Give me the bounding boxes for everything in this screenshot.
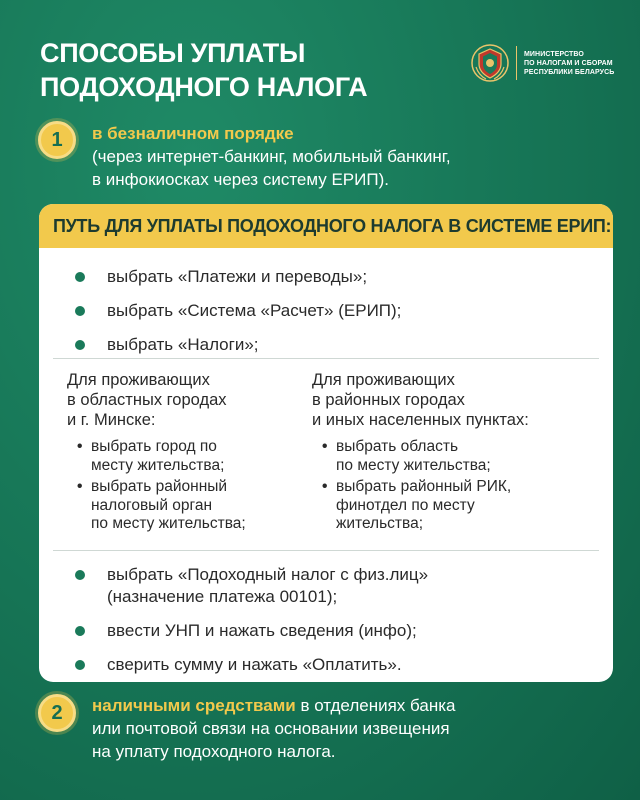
method-2-line-1 [92,694,552,717]
title-line-2: ПОДОХОДНОГО НАЛОГА [40,72,368,102]
method-1-block [92,122,562,191]
right-column [312,370,582,537]
item-text [91,478,246,534]
logo-text [524,50,614,77]
logo-line-2: ПО НАЛОГАМ И СБОРАМ [524,59,613,67]
divider [53,358,599,359]
divider [53,550,599,551]
list-item [75,564,428,608]
bullet-dot-icon [75,306,85,316]
ministry-emblem-icon [470,43,510,83]
step-text [107,564,428,608]
text-line: (назначение платежа 00101); [107,587,338,606]
method-1-line-2: в инфокиосках через систему ЕРИП). [92,170,389,189]
left-column-list [67,438,312,534]
ministry-logo [470,38,620,88]
method-2-line-1-rest: в отделениях банка [295,696,456,715]
text-line: финотдел по месту [336,496,475,514]
residence-columns [67,370,597,537]
heading-line: в областных городах [67,391,227,409]
bullet-dot-icon [75,626,85,636]
item-text [91,438,224,475]
method-2-number-badge: 2 [38,694,76,732]
list-item [75,300,401,322]
bullet-icon: • [77,438,83,455]
method-2-block [92,694,552,763]
text-line: жительства; [336,515,424,532]
text-line: по месту жительства; [91,515,246,532]
logo-divider [516,46,517,80]
list-item [322,438,582,475]
method-1-heading: в безналичном порядке [92,124,294,143]
text-line: выбрать районный РИК, [336,478,512,495]
right-column-heading [312,370,582,430]
logo-line-1: МИНИСТЕРСТВО [524,50,584,58]
logo-line-3: РЕСПУБЛИКИ БЕЛАРУСЬ [524,68,615,76]
item-text [336,478,511,534]
step-text: выбрать «Налоги»; [107,335,259,354]
erip-instructions-card [39,204,613,682]
list-item [75,334,401,356]
heading-line: Для проживающих [312,371,455,389]
heading-line: и г. Минске: [67,411,156,429]
step-text: ввести УНП и нажать сведения (инфо); [107,621,417,640]
bullet-dot-icon [75,570,85,580]
method-2-highlight: наличными средствами [92,696,296,715]
method-1-line-1: (через интернет-банкинг, мобильный банкинг, [92,147,451,166]
left-column [67,370,312,537]
page-title [40,36,400,104]
text-line: налоговый орган [91,496,213,514]
heading-line: в районных городах [312,391,465,409]
bullet-dot-icon [75,272,85,282]
item-text [336,438,491,475]
bottom-steps-list [75,564,428,682]
heading-line: Для проживающих [67,371,210,389]
text-line: выбрать районный [91,478,228,495]
list-item [75,654,428,676]
heading-line: и иных населенных пунктах: [312,411,529,429]
bullet-icon: • [322,438,328,455]
title-line-1: СПОСОБЫ УПЛАТЫ [40,38,306,68]
text-line: выбрать «Подоходный налог с физ.лиц» [107,565,429,584]
bullet-dot-icon [75,340,85,350]
text-line: выбрать город по [91,438,217,455]
list-item [77,438,312,475]
bullet-icon: • [322,478,328,495]
method-2-line-3: на уплату подоходного налога. [92,742,336,761]
step-text: выбрать «Платежи и переводы»; [107,267,368,286]
step-text: выбрать «Система «Расчет» (ЕРИП); [107,301,402,320]
top-steps-list [75,266,401,368]
bullet-icon: • [77,478,83,495]
text-line: выбрать область [336,438,459,455]
step-text: сверить сумму и нажать «Оплатить». [107,655,402,674]
list-item [75,620,428,642]
right-column-list [312,438,582,534]
bullet-dot-icon [75,660,85,670]
text-line: по месту жительства; [336,456,491,474]
left-column-heading [67,370,312,430]
list-item [75,266,401,288]
list-item [322,478,582,534]
list-item [77,478,312,534]
method-1-number-badge: 1 [38,121,76,159]
card-header [39,204,613,248]
text-line: месту жительства; [91,456,225,474]
method-2-line-2: или почтовой связи на основании извещения [92,719,450,738]
card-heading: ПУТЬ ДЛЯ УПЛАТЫ ПОДОХОДНОГО НАЛОГА В СИСТЕМЕ ЕРИП: [53,215,612,236]
